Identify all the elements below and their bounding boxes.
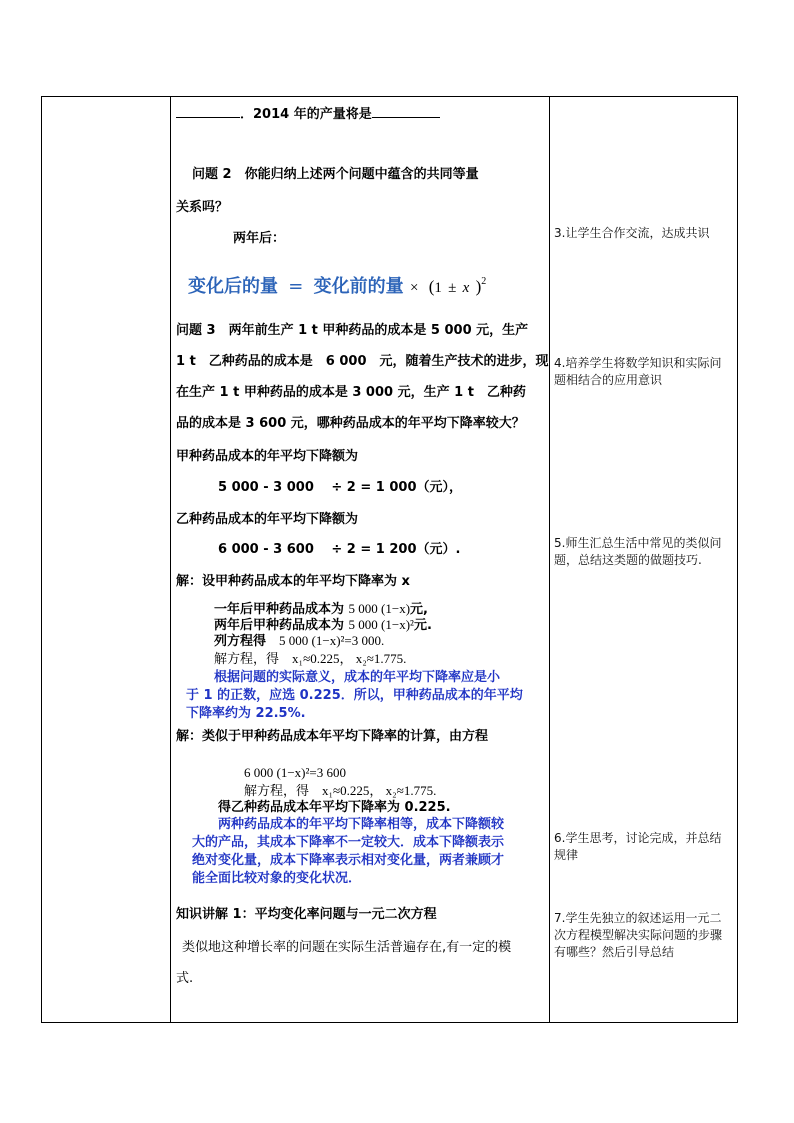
formula-after: 变化后的量 [188, 276, 278, 297]
yi-decrease-calc: 6 000 - 3 600 ÷ 2 = 1 200（元）. [218, 542, 461, 557]
solution-1-intro: 解：设甲种药品成本的年平均下降率为 x [176, 574, 410, 589]
question-3-line-3: 在生产 1 t 甲种药品的成本是 3 000 元，生产 1 t 乙种药 [176, 385, 526, 400]
knowledge-1-body-line-2: 式. [176, 971, 194, 986]
jia-decrease-label: 甲种药品成本的年平均下降额为 [176, 449, 359, 464]
formula-plus-minus: ± [448, 280, 457, 296]
design-note-4: 4.培养学生将数学知识和实际问题相结合的应用意识 [554, 356, 722, 387]
formula-times: × [409, 280, 419, 296]
design-note-3: 3.让学生合作交流，达成共识 [554, 226, 710, 240]
solution-2-conclusion-line-3: 绝对变化量，成本下降率表示相对变化量，两者兼顾才 [192, 853, 505, 868]
solution-1-step-4: 解方程，得 x₁≈0.225， x₂≈1.775. [214, 651, 407, 667]
formula-before: 变化前的量 [313, 276, 404, 297]
solution-1-step-3: 列方程得 5 000 (1−x)²=3 000. [214, 633, 385, 649]
column-divider-right [549, 97, 550, 1022]
line-2014-production: ．2014 年的产量将是 [176, 105, 440, 123]
question-2-line-1: 问题 2 你能归纳上述两个问题中蕴含的共同等量 [192, 167, 479, 182]
yi-decrease-label: 乙种药品成本的年平均下降额为 [176, 512, 359, 527]
solution-1-step-1: 一年后甲种药品成本为 5 000 (1−x)元, [214, 601, 428, 617]
formula-equals: = [288, 276, 304, 297]
column-divider-left [170, 97, 171, 1022]
answer-blank [176, 105, 240, 118]
answer-blank [372, 105, 440, 118]
solution-1-conclusion-line-2: 于 1 的正数，应选 0.225．所以，甲种药品成本的年平均 [186, 688, 523, 703]
solution-2-result: 得乙种药品成本年平均下降率为 0.225. [218, 800, 451, 815]
solution-1-conclusion-line-3: 下降率约为 22.5%. [186, 706, 306, 721]
two-years-label: 两年后： [233, 231, 286, 246]
solution-2-conclusion-line-2: 大的产品，其成本下降率不一定较大．成本下降额表示 [192, 835, 505, 850]
solution-2-equation: 6 000 (1−x)²=3 600 [244, 765, 346, 780]
formula-exponent: 2 [481, 276, 487, 287]
question-3-line-1: 问题 3 两年前生产 1 t 甲种药品的成本是 5 000 元，生产 [176, 323, 529, 338]
design-note-5: 5.师生汇总生活中常见的类似问题，总结这类题的做题技巧. [554, 536, 722, 567]
solution-2-conclusion-line-1: 两种药品成本的年平均下降率相等，成本下降额较 [218, 817, 505, 832]
question-3-line-4: 品的成本是 3 600 元，哪种药品成本的年平均下降率较大？ [176, 416, 525, 431]
solution-2-conclusion-line-4: 能全面比较对象的变化状况． [192, 871, 362, 886]
solution-2-intro: 解：类似于甲种药品成本年平均下降率的计算，由方程 [176, 729, 489, 744]
solution-2-roots: 解方程，得 x₁≈0.225， x₂≈1.775. [244, 783, 437, 798]
jia-decrease-calc: 5 000 - 3 000 ÷ 2 = 1 000（元）， [218, 480, 463, 495]
formula-one: 1 [434, 280, 442, 296]
knowledge-1-title: 知识讲解 1：平均变化率问题与一元二次方程 [176, 907, 437, 922]
question-2-line-2: 关系吗？ [176, 200, 229, 215]
solution-1-conclusion-line-1: 根据问题的实际意义，成本的年平均下降率应是小 [214, 670, 501, 685]
solution-1-step-2: 两年后甲种药品成本为 5 000 (1−x)²元. [214, 617, 432, 633]
knowledge-1-body-line-1: 类似地这种增长率的问题在实际生活普遍存在,有一定的模 [182, 940, 512, 955]
formula-paren-open: ( [428, 277, 435, 296]
general-formula [188, 271, 486, 299]
question-3-line-2: 1 t 乙种药品的成本是 6 000 元，随着生产技术的进步，现 [176, 354, 549, 369]
formula-paren-close: ) [475, 277, 482, 296]
design-note-6: 6.学生思考，讨论完成，并总结规律 [554, 831, 722, 862]
formula-x: x [462, 280, 470, 296]
design-note-7: 7.学生先独立的叙述运用一元二次方程模型解决实际问题的步骤有哪些？然后引导总结 [554, 911, 723, 959]
